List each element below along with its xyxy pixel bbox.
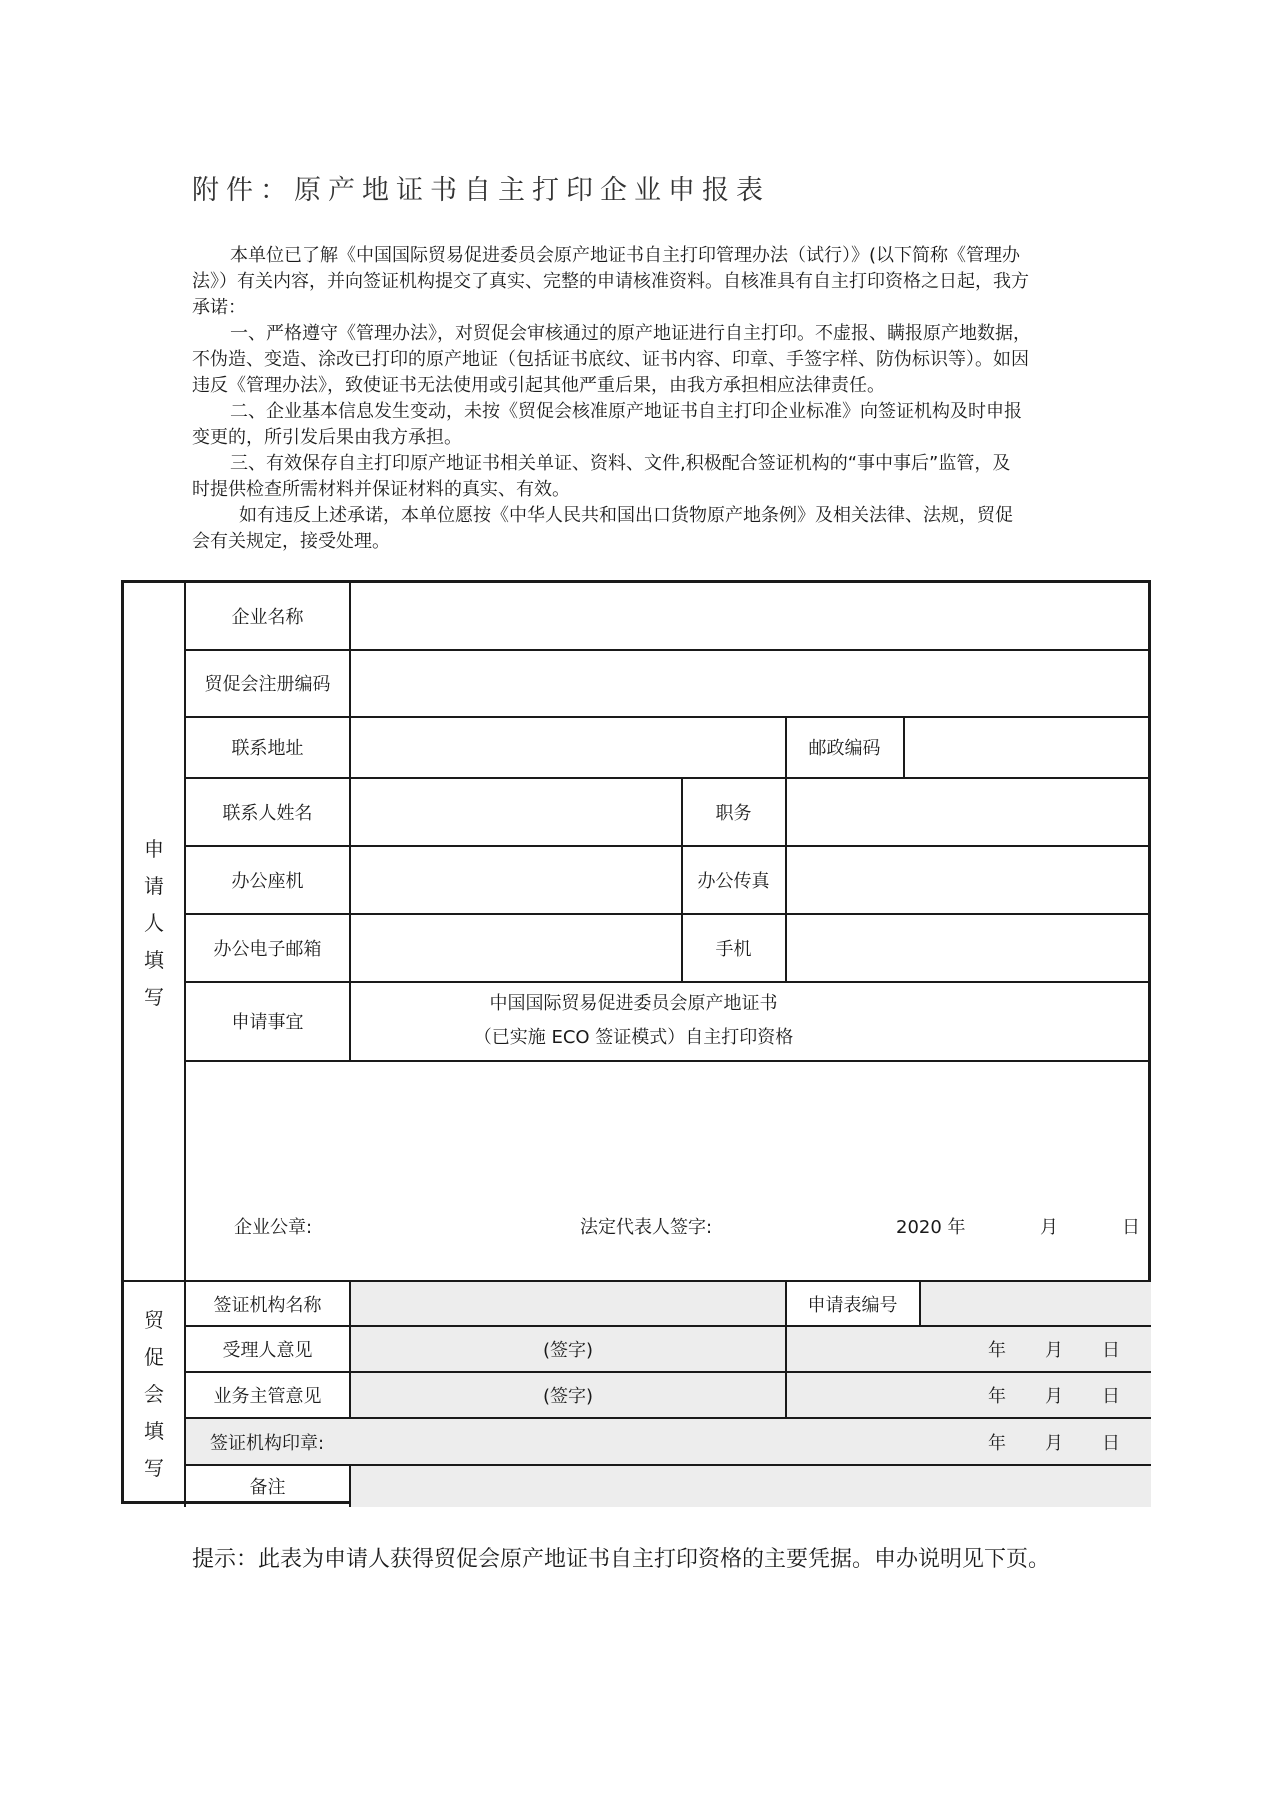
- sign-day: 日: [1122, 1217, 1140, 1238]
- mobile-label: 手机: [715, 938, 752, 960]
- intro-line: 时提供检查所需材料并保证材料的真实、有效。: [192, 479, 570, 500]
- agency-seal-label: 签证机构印章:: [210, 1432, 325, 1454]
- seal-date-day: 日: [1102, 1432, 1120, 1454]
- company-seal-label: 企业公章:: [234, 1217, 313, 1238]
- commitment-text: [192, 243, 1092, 555]
- position-label: 职务: [715, 802, 752, 824]
- office-fax-field[interactable]: [787, 846, 1151, 913]
- application-form: [121, 580, 1151, 1504]
- application-no-label: 申请表编号: [807, 1294, 898, 1316]
- ccpit-reg-code-field[interactable]: [351, 650, 1151, 716]
- intro-line: 违反《管理办法》，致使证书无法使用或引起其他严重后果，由我方承担相应法律责任。: [192, 375, 885, 396]
- sign-month: 月: [1040, 1217, 1058, 1238]
- postal-code-label: 邮政编码: [808, 738, 881, 759]
- position-field[interactable]: [787, 778, 1151, 845]
- supervisor-opinion-label: 业务主管意见: [213, 1386, 322, 1407]
- office-email-field[interactable]: [351, 914, 681, 981]
- office-email-label: 办公电子邮箱: [213, 938, 322, 960]
- matter-value: [351, 982, 916, 1060]
- company-name-field[interactable]: [351, 583, 1151, 649]
- receiver-opinion-label: 受理人意见: [222, 1340, 313, 1361]
- intro-line: 一、严格遵守《管理办法》，对贸促会审核通过的原产地证进行自主打印。不虚报、瞒报原产地数据，: [230, 323, 1031, 344]
- address-label: 联系地址: [231, 738, 304, 759]
- intro-line: 如有违反上述承诺，本单位愿按《中华人民共和国出口货物原产地条例》及相关法律、法规，贸促: [239, 505, 1013, 526]
- intro-line: 承诺：: [192, 297, 246, 318]
- seal-date-month: 月: [1045, 1432, 1063, 1454]
- mobile-field[interactable]: [787, 914, 1151, 981]
- company-name-label: 企业名称: [231, 607, 304, 628]
- agency-name-label: 签证机构名称: [213, 1294, 322, 1316]
- receiver-sign: (签字): [542, 1340, 594, 1361]
- sign-year: 2020 年: [896, 1217, 966, 1238]
- ccpit-reg-code-label: 贸促会注册编码: [204, 674, 331, 695]
- matter-line-2: （已实施 ECO 签证模式）自主打印资格: [473, 1027, 794, 1048]
- footer-hint: 提示：此表为申请人获得贸促会原产地证书自主打印资格的主要凭据。申办说明见下页。: [192, 1547, 1051, 1572]
- intro-line: 三、有效保存自主打印原产地证书相关单证、资料、文件,积极配合签证机构的“事中事后”监管，及: [230, 453, 1011, 474]
- office-phone-field[interactable]: [351, 846, 681, 913]
- contact-name-label: 联系人姓名: [222, 802, 313, 824]
- application-no-field[interactable]: [921, 1281, 1151, 1326]
- office-fax-label: 办公传真: [697, 870, 770, 892]
- postal-code-field[interactable]: [905, 717, 1151, 777]
- intro-line: 二、企业基本信息发生变动，未按《贸促会核准原产地证书自主打印企业标准》向签证机构及时申报: [230, 401, 1022, 422]
- contact-name-field[interactable]: [351, 778, 681, 845]
- legal-rep-sign-label: 法定代表人签字:: [580, 1217, 713, 1238]
- receiver-date-month: 月: [1045, 1340, 1063, 1361]
- applicant-side-label: 申 请 人 填 写: [144, 837, 164, 1009]
- receiver-date-day: 日: [1102, 1340, 1120, 1361]
- remarks-field[interactable]: [351, 1465, 1151, 1507]
- matter-label: 申请事宜: [231, 1012, 304, 1033]
- supervisor-date-year: 年: [988, 1386, 1006, 1407]
- receiver-date-year: 年: [988, 1340, 1006, 1361]
- intro-line: 不伪造、变造、涂改已打印的原产地证（包括证书底纹、证书内容、印章、手签字样、防伪标识等）。如因: [192, 349, 1029, 370]
- agency-name-field[interactable]: [351, 1281, 787, 1326]
- matter-line-1: 中国国际贸易促进委员会原产地证书: [489, 993, 778, 1014]
- seal-date-year: 年: [988, 1432, 1006, 1454]
- intro-line: 本单位已了解《中国国际贸易促进委员会原产地证书自主打印管理办法（试行）》(以下简称《管理办: [230, 245, 1021, 266]
- supervisor-sign: (签字): [542, 1386, 594, 1407]
- intro-line: 法》）有关内容，并向签证机构提交了真实、完整的申请核准资料。自核准具有自主打印资格之日起，我方: [192, 271, 1029, 292]
- office-phone-label: 办公座机: [231, 870, 304, 892]
- supervisor-date-day: 日: [1102, 1386, 1120, 1407]
- address-field[interactable]: [351, 717, 785, 777]
- supervisor-date-month: 月: [1045, 1386, 1063, 1407]
- page-title: 附件：原产地证书自主打印企业申报表: [192, 175, 770, 206]
- intro-line: 会有关规定，接受处理。: [192, 531, 390, 552]
- intro-line: 变更的，所引发后果由我方承担。: [192, 427, 462, 448]
- remarks-label: 备注: [249, 1477, 286, 1498]
- ccpit-side-label: 贸 促 会 填 写: [144, 1308, 164, 1480]
